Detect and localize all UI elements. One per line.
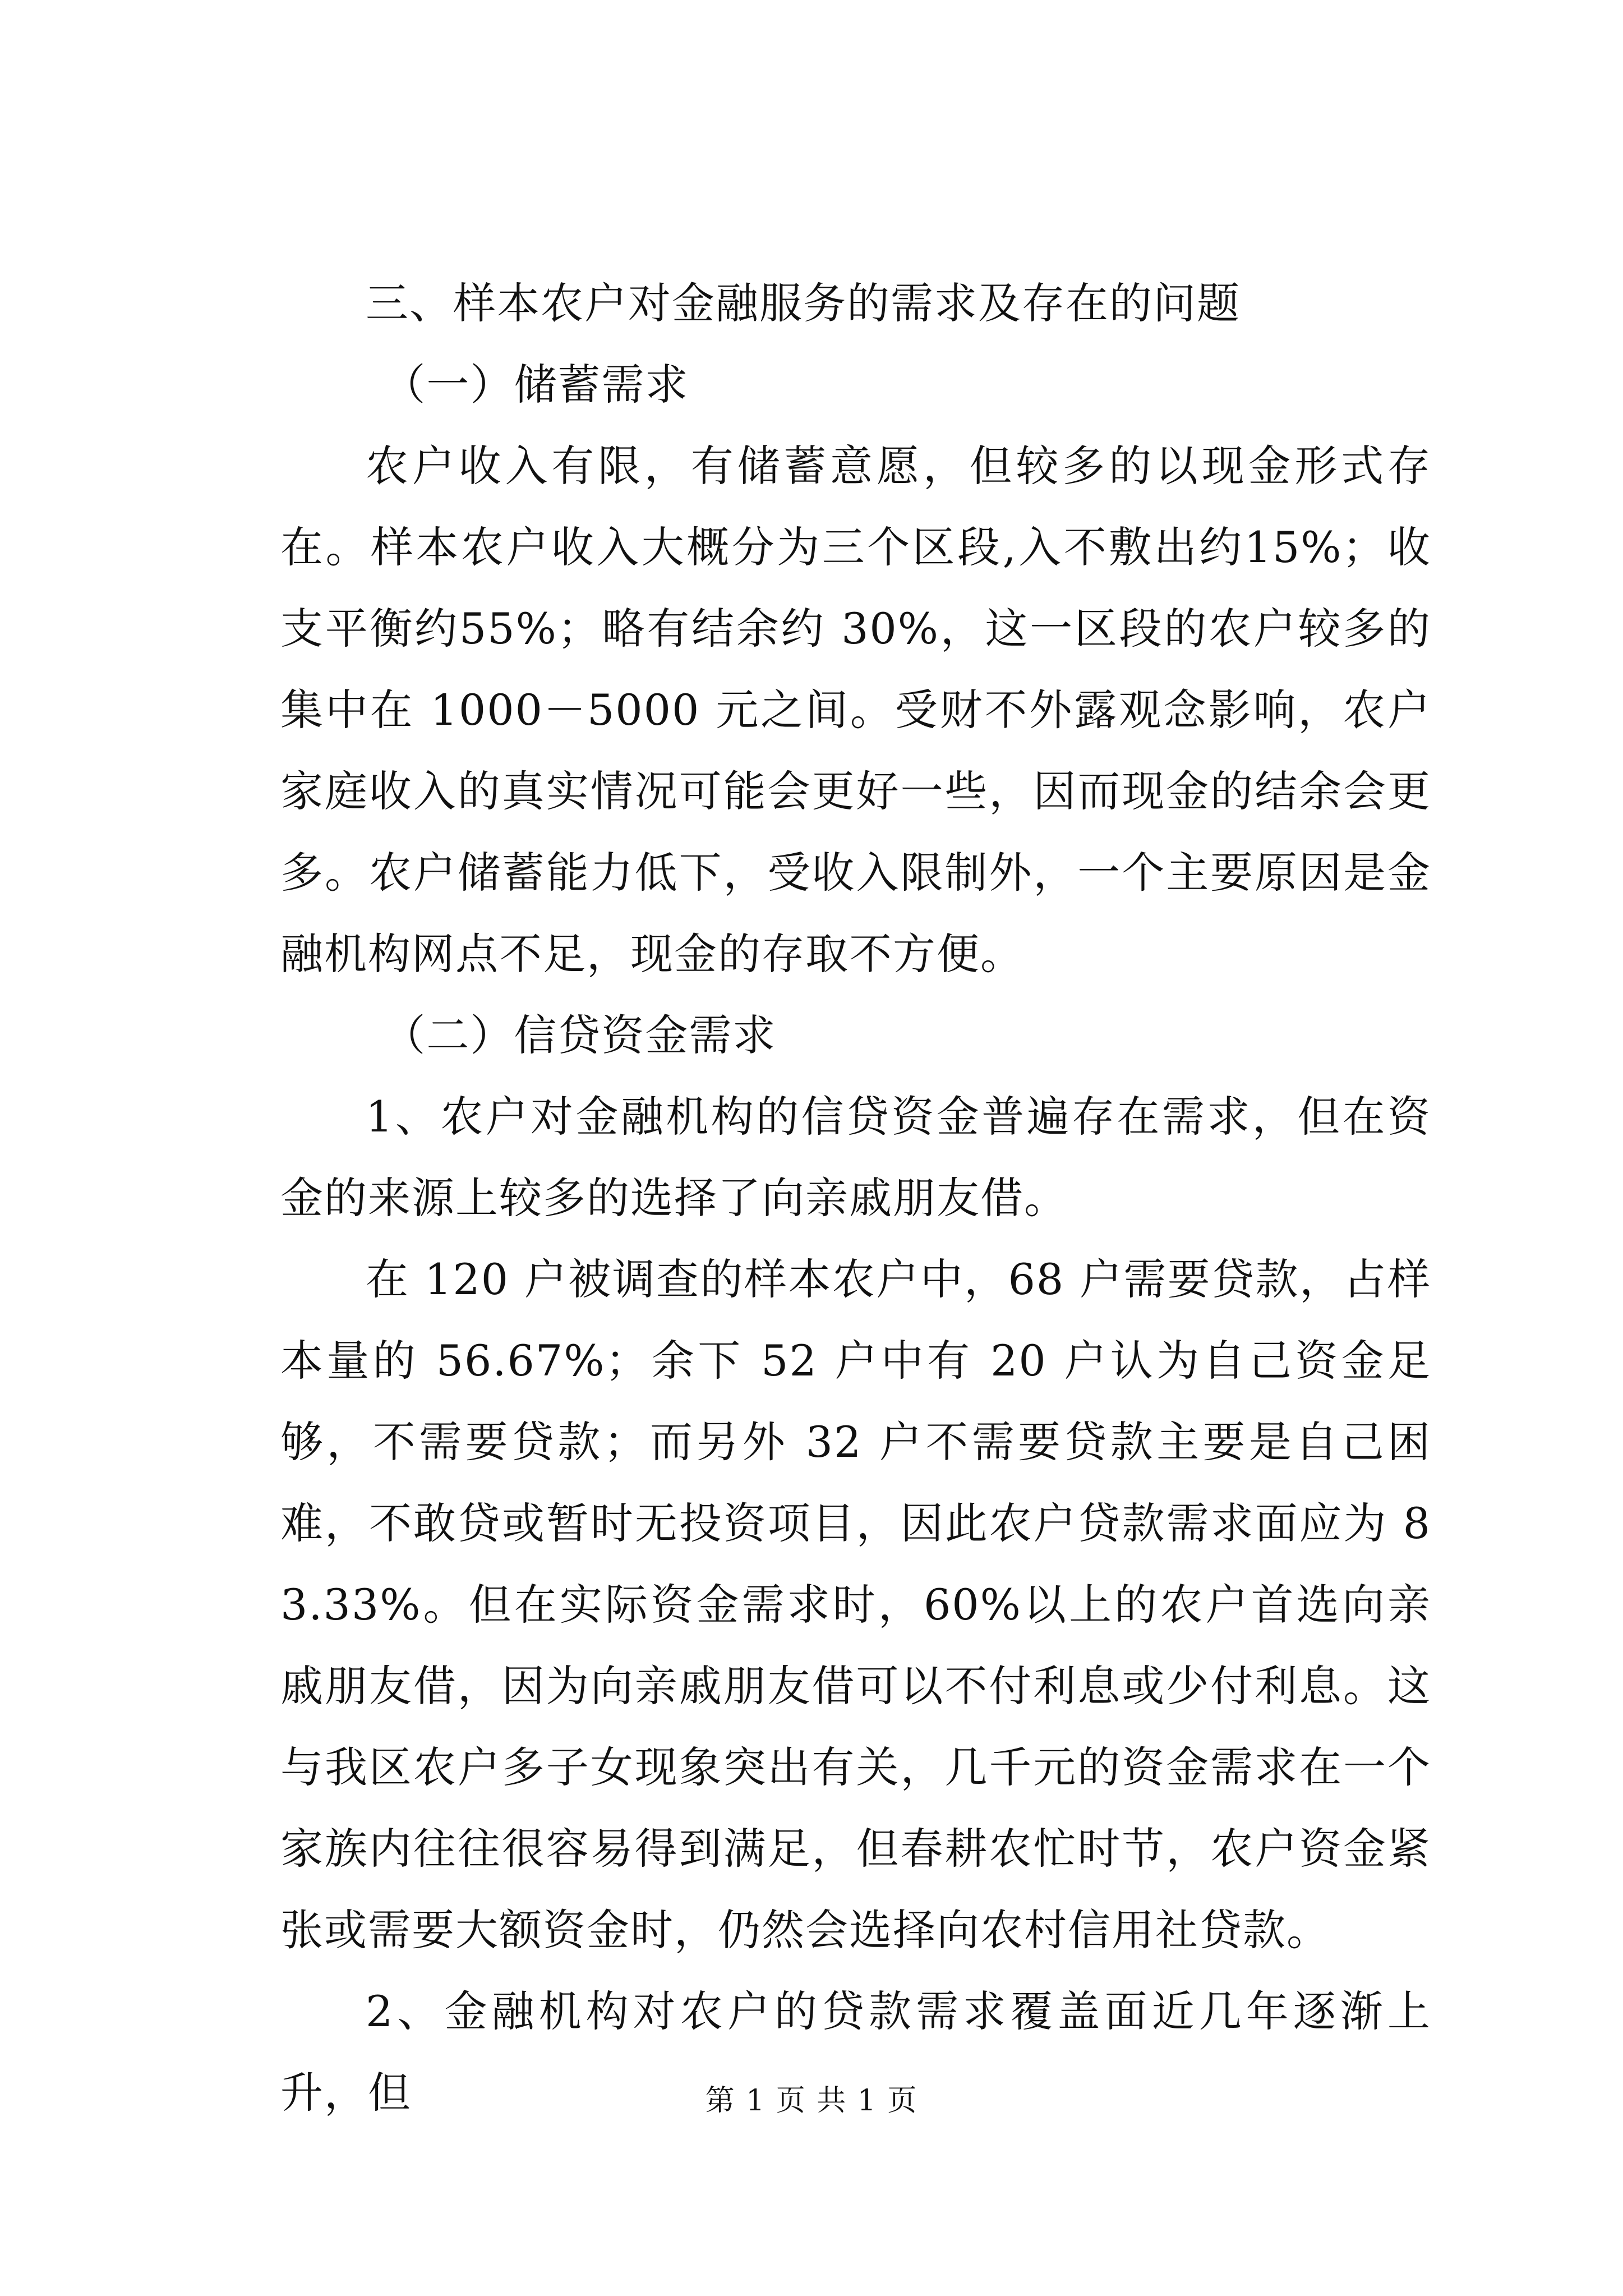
subsection-heading-savings: （一）储蓄需求	[382, 360, 689, 409]
paragraph-loan-survey: 在 120 户被调查的样本农户中，68 户需要贷款，占样本量的 56.67%；余下 52 户中有 20 户认为自己资金足够，不需要贷款；而另外 32 户不需要贷款主要是自己困难，不敢贷或暂时无投资项目，因此农户贷款需求面应为 83.33%。但在实际资金需求时，60%以上的农户首选向亲戚朋友借，因为向亲戚朋友借可以不付利息或少付利息。这与我区农户多子女现象突出有关，几千元的资金需求在一个家族内往往很容易得到满足，但春耕农忙时节，农户资金紧张或需要大额资金时，仍然会选择向农村信用社贷款。	[280, 1254, 1431, 1955]
document-body	[280, 263, 1431, 2133]
paragraph-point-1: 1、农户对金融机构的信贷资金普遍存在需求，但在资金的来源上较多的选择了向亲戚朋友借。	[280, 1092, 1431, 1223]
subsection-heading-credit: （二）信贷资金需求	[382, 1010, 777, 1060]
section-heading: 三、样本农户对金融服务的需求及存在的问题	[366, 278, 1241, 328]
paragraph-savings: 农户收入有限，有储蓄意愿，但较多的以现金形式存在。样本农户收入大概分为三个区段,入不敷出约15%；收支平衡约55%；略有结余约 30%，这一区段的农户较多的集中在 1000－5000 元之间。受财不外露观念影响，农户家庭收入的真实情况可能会更好一些，因而现金的结余会更多。农户储蓄能力低下，受收入限制外，一个主要原因是金融机构网点不足，现金的存取不方便。	[280, 441, 1431, 979]
paragraph-point-2: 2、金融机构对农户的贷款需求覆盖面近几年逐渐上升，但	[280, 1986, 1431, 2118]
page-number-footer: 第 1 页 共 1 页	[705, 2084, 918, 2118]
